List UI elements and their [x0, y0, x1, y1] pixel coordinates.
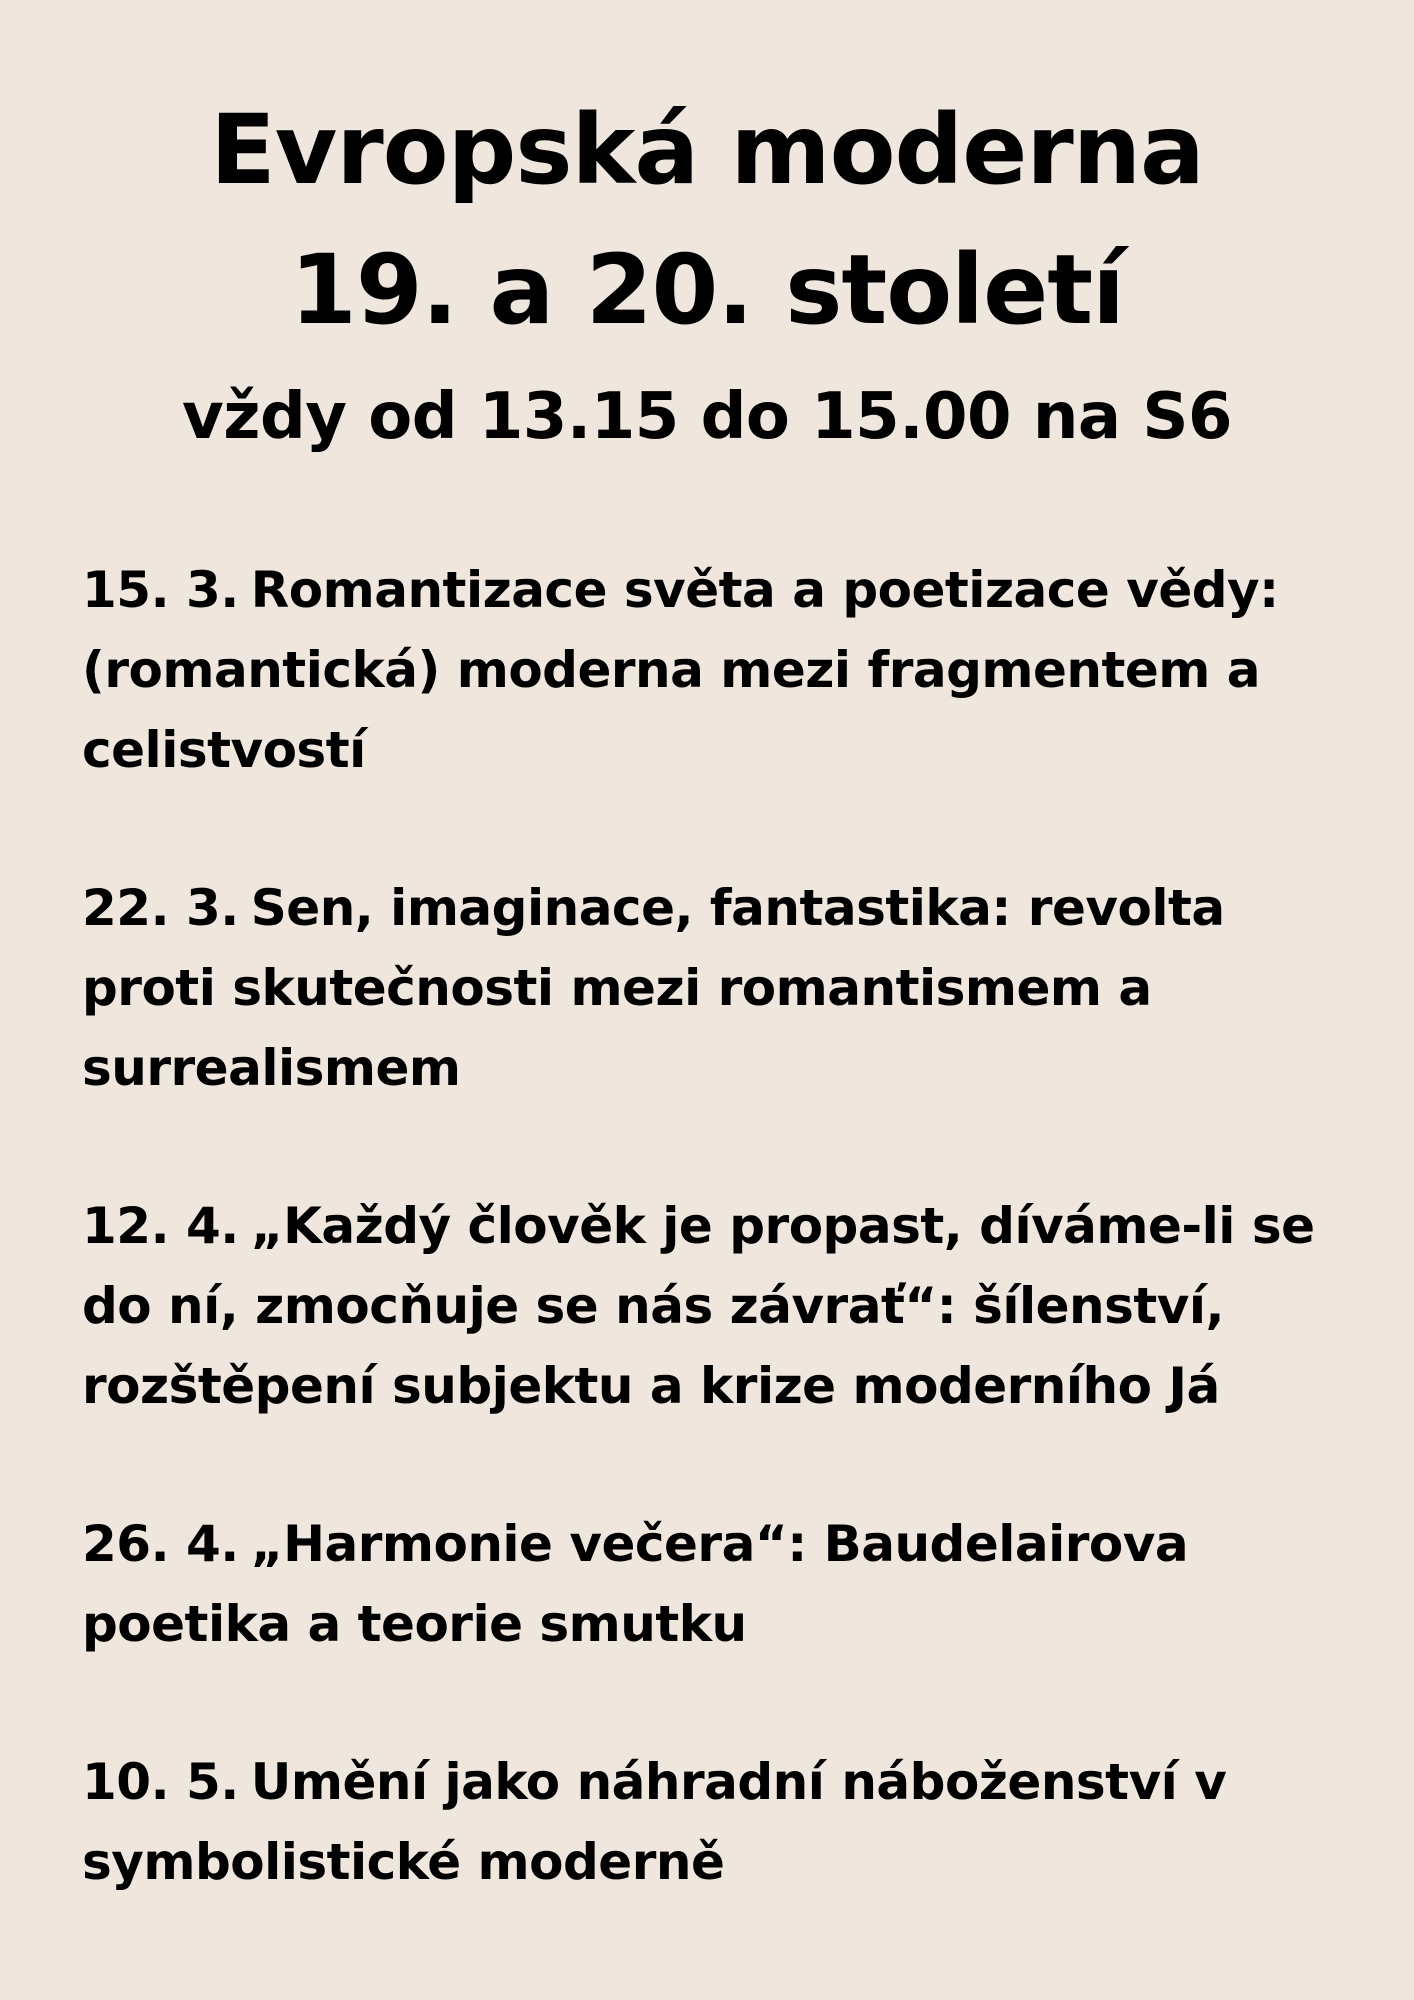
- lecture-schedule: [82, 550, 1352, 1980]
- title-line-1: Evropská moderna: [210, 94, 1204, 206]
- lecture-item: [82, 1186, 1352, 1426]
- lecture-item: [82, 868, 1352, 1108]
- title-line-2: 19. a 20. století: [290, 234, 1124, 346]
- lecture-date: 15. 3.: [82, 561, 239, 619]
- lecture-title: Umění jako náhradní náboženství v symbolistické moderně: [82, 1753, 1227, 1891]
- lecture-date: 22. 3.: [82, 879, 239, 937]
- lecture-title: Romantizace světa a poetizace vědy: (romantická) moderna mezi fragmentem a celistvostí: [82, 561, 1279, 779]
- lecture-title: Sen, imaginace, fantastika: revolta proti skutečnosti mezi romantismem a surrealismem: [82, 879, 1225, 1097]
- lecture-item: [82, 550, 1352, 790]
- lecture-date: 26. 4.: [82, 1515, 239, 1573]
- poster-title: [0, 80, 1414, 360]
- lecture-item: [82, 1504, 1352, 1664]
- lecture-date: 10. 5.: [82, 1753, 239, 1811]
- lecture-date: 12. 4.: [82, 1197, 239, 1255]
- lecture-title: „Harmonie večera“: Baudelairova poetika a teorie smutku: [82, 1515, 1189, 1653]
- poster-subtitle: vždy od 13.15 do 15.00 na S6: [182, 380, 1232, 454]
- lecture-title: „Každý člověk je propast, díváme-li se do ní, zmocňuje se nás závrať“: šílenství, rozštěpení subjektu a krize moderního Já: [82, 1197, 1315, 1415]
- lecture-item: [82, 1742, 1352, 1902]
- poster-header: [0, 80, 1414, 462]
